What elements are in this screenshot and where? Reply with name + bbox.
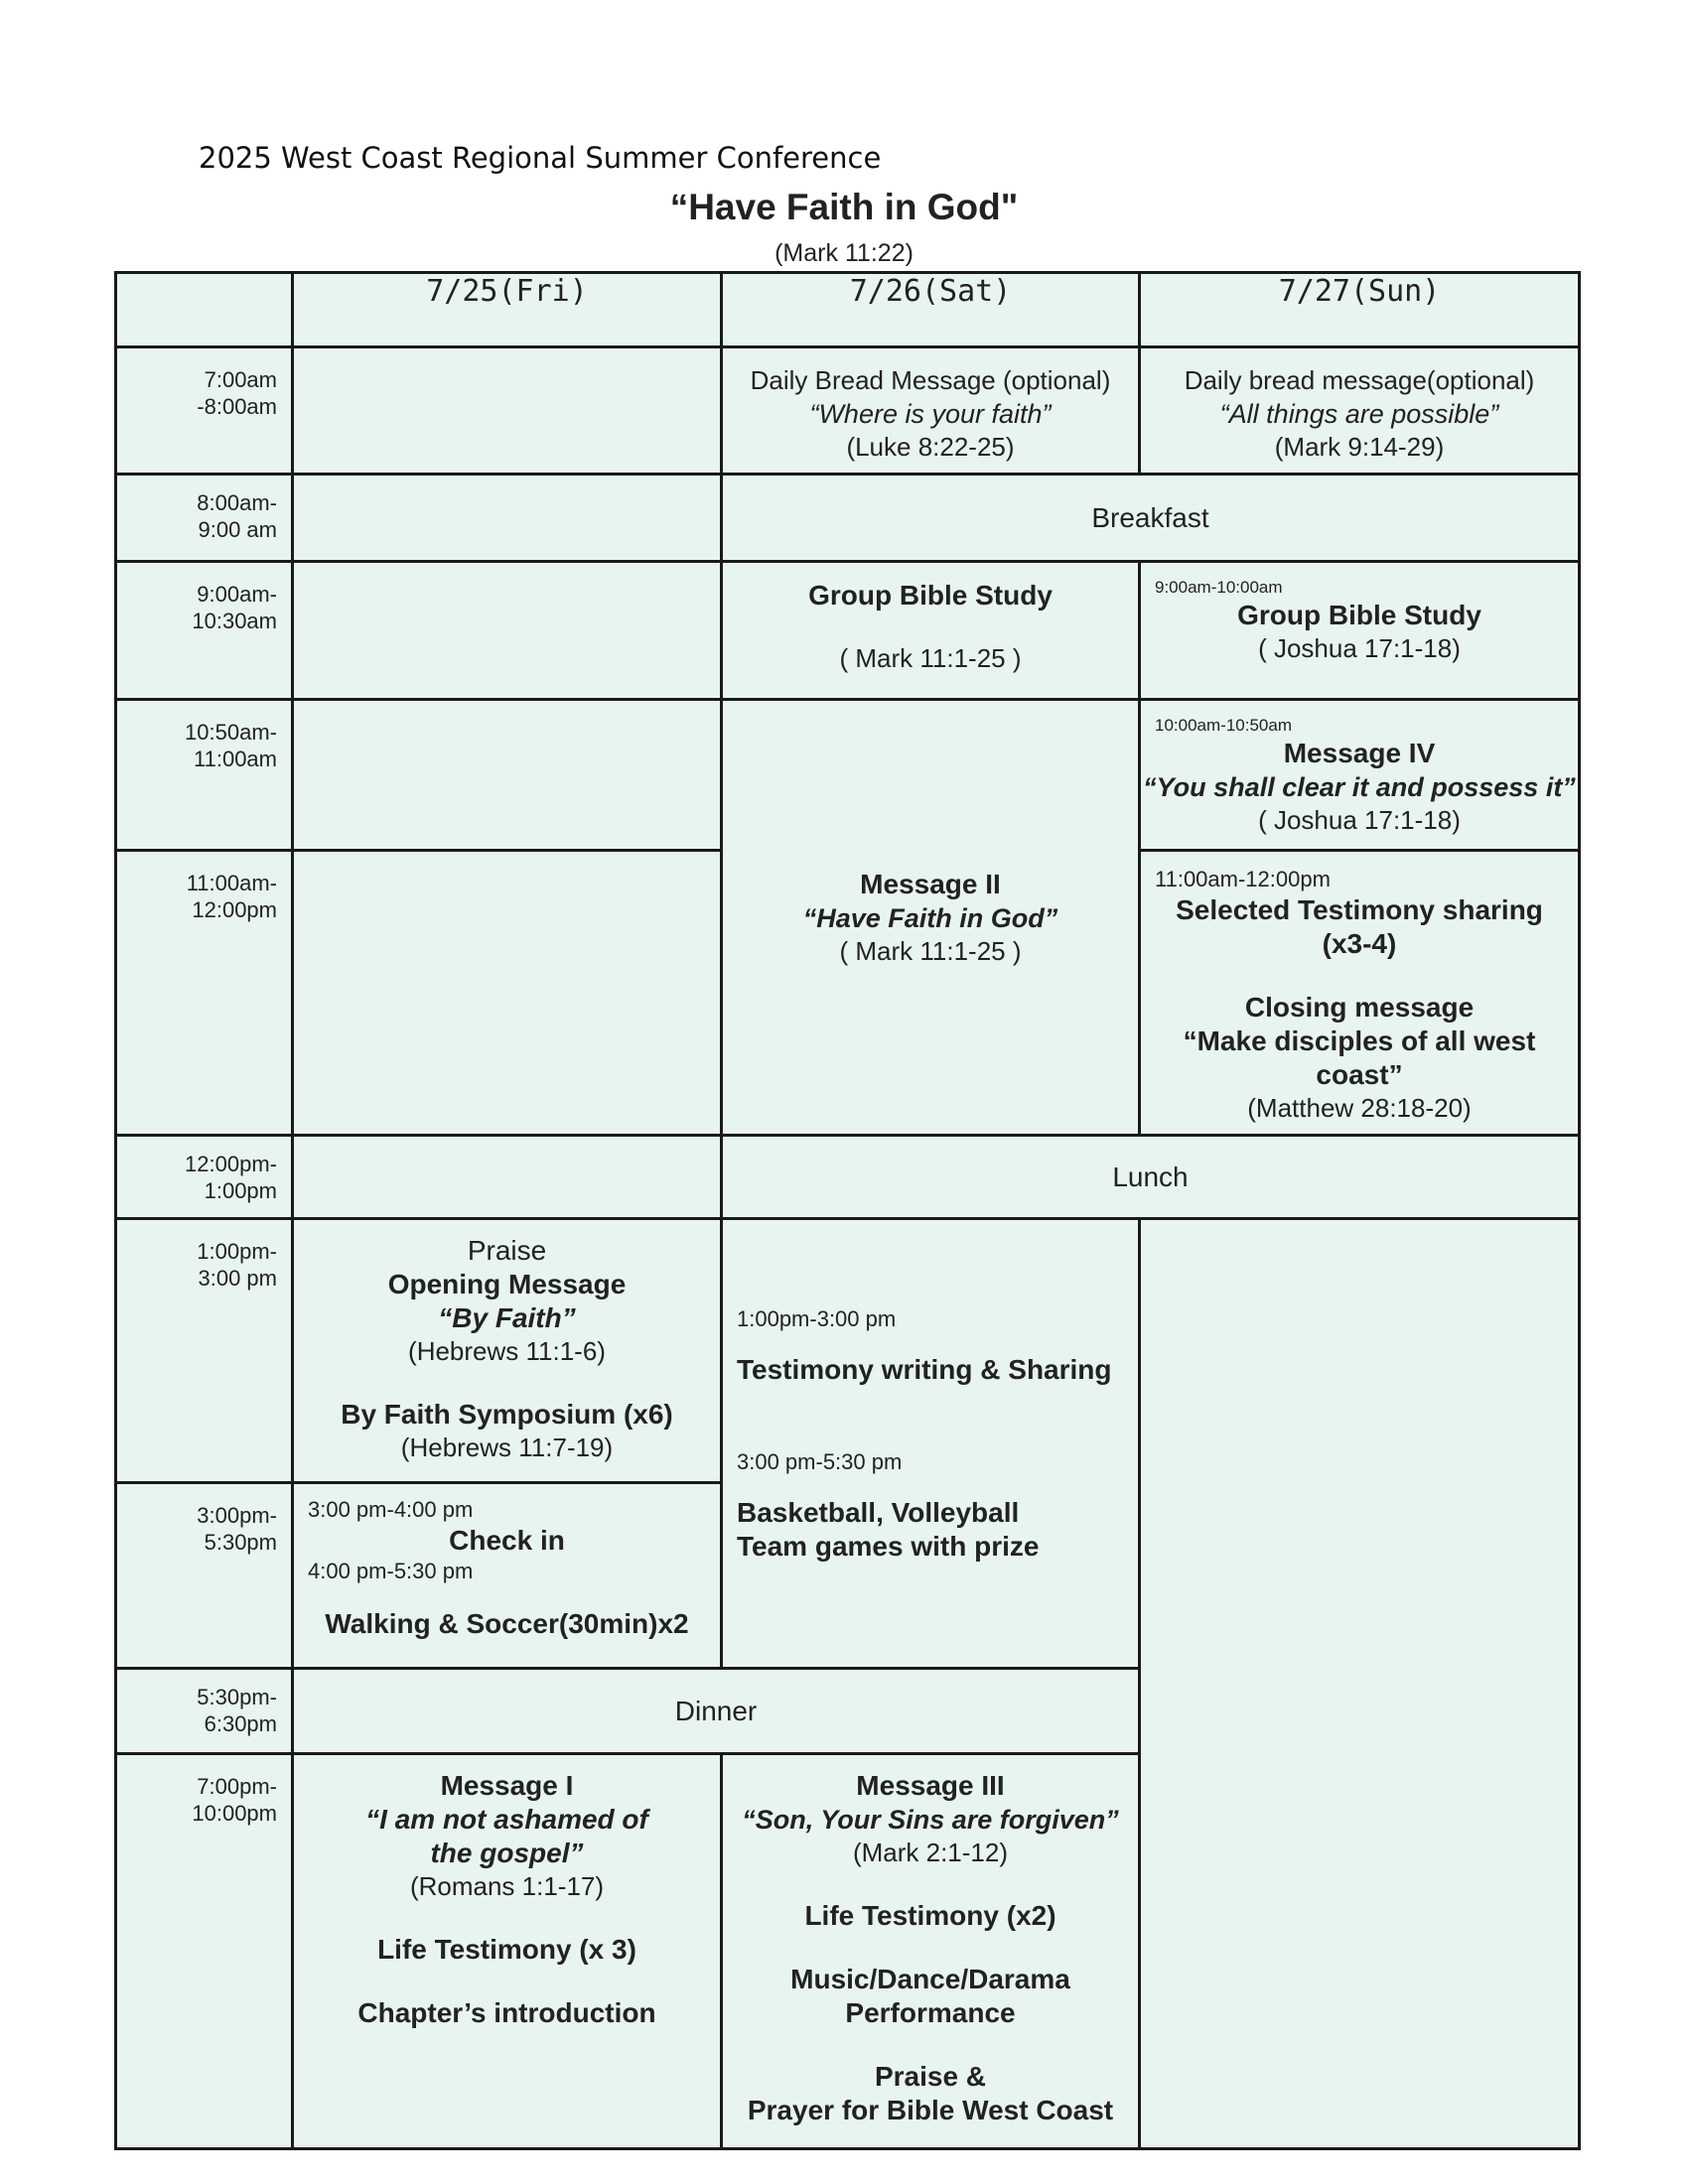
time-slot: 3:00pm- 5:30pm (116, 1483, 293, 1669)
sat-message-2: Message II “Have Faith in God” ( Mark 11:1-25 ) (722, 700, 1140, 1136)
time-slot: 7:00pm- 10:00pm (116, 1754, 293, 2149)
empty-cell (293, 562, 722, 700)
fri-opening-message: Praise Opening Message “By Faith” (Hebrews 11:1-6) By Faith Symposium (x6) (Hebrews 11:7-19) (293, 1219, 722, 1483)
theme-title: “Have Faith in God" (669, 187, 1019, 227)
time-slot: 11:00am- 12:00pm (116, 851, 293, 1136)
theme-reference: (Mark 11:22) (774, 239, 914, 267)
dinner-cell: Dinner (293, 1669, 1140, 1754)
time-slot: 8:00am- 9:00 am (116, 475, 293, 562)
time-slot: 12:00pm- 1:00pm (116, 1136, 293, 1219)
sat-daily-bread: Daily Bread Message (optional) “Where is your faith” (Luke 8:22-25) (722, 347, 1140, 475)
fri-message-1: Message I “I am not ashamed of the gospel” (Romans 1:1-17) Life Testimony (x 3) Chapter’s introduction (293, 1754, 722, 2149)
sun-group-bible-study: 9:00am-10:00am Group Bible Study ( Joshua 17:1-18) (1140, 562, 1580, 700)
sun-testimony-closing: 11:00am-12:00pm Selected Testimony sharing (x3-4) Closing message “Make disciples of all west coast” (Matthew 28:18-20) (1140, 851, 1580, 1136)
sun-message-4: 10:00am-10:50am Message IV “You shall clear it and possess it” ( Joshua 17:1-18) (1140, 700, 1580, 851)
sat-group-bible-study: Group Bible Study ( Mark 11:1-25 ) (722, 562, 1140, 700)
conference-title: 2025 West Coast Regional Summer Conference (199, 141, 882, 175)
table-row (116, 700, 1580, 851)
table-row (116, 1219, 1580, 1483)
fri-checkin-walking: 3:00 pm-4:00 pm Check in 4:00 pm-5:30 pm Walking & Soccer(30min)x2 (293, 1483, 722, 1669)
table-row (116, 347, 1580, 475)
time-slot: 5:30pm- 6:30pm (116, 1669, 293, 1754)
table-row (116, 475, 1580, 562)
schedule-table (114, 271, 1581, 2150)
lunch-cell: Lunch (722, 1136, 1580, 1219)
day-header-fri: 7/25(Fri) (293, 273, 722, 347)
empty-cell (293, 700, 722, 851)
time-slot: 9:00am- 10:30am (116, 562, 293, 700)
breakfast-cell: Breakfast (722, 475, 1580, 562)
time-slot: 10:50am- 11:00am (116, 700, 293, 851)
empty-cell (293, 1136, 722, 1219)
time-slot: 1:00pm- 3:00 pm (116, 1219, 293, 1483)
empty-cell (293, 347, 722, 475)
empty-cell (293, 475, 722, 562)
table-row (116, 1136, 1580, 1219)
empty-cell (293, 851, 722, 1136)
header-row (116, 273, 1580, 347)
day-header-sun: 7/27(Sun) (1140, 273, 1580, 347)
sun-empty-cell (1140, 1219, 1580, 2149)
sat-message-3: Message III “Son, Your Sins are forgiven” (Mark 2:1-12) Life Testimony (x2) Music/Dance/Darama Performance Praise & Prayer for Bible West Coast (722, 1754, 1140, 2149)
corner-cell (116, 273, 293, 347)
sat-afternoon: 1:00pm-3:00 pm Testimony writing & Sharing 3:00 pm-5:30 pm Basketball, Volleyball Team games with prize (722, 1219, 1140, 1669)
day-header-sat: 7/26(Sat) (722, 273, 1140, 347)
time-slot: 7:00am -8:00am (116, 347, 293, 475)
table-row (116, 562, 1580, 700)
sun-daily-bread: Daily bread message(optional) “All things are possible” (Mark 9:14-29) (1140, 347, 1580, 475)
